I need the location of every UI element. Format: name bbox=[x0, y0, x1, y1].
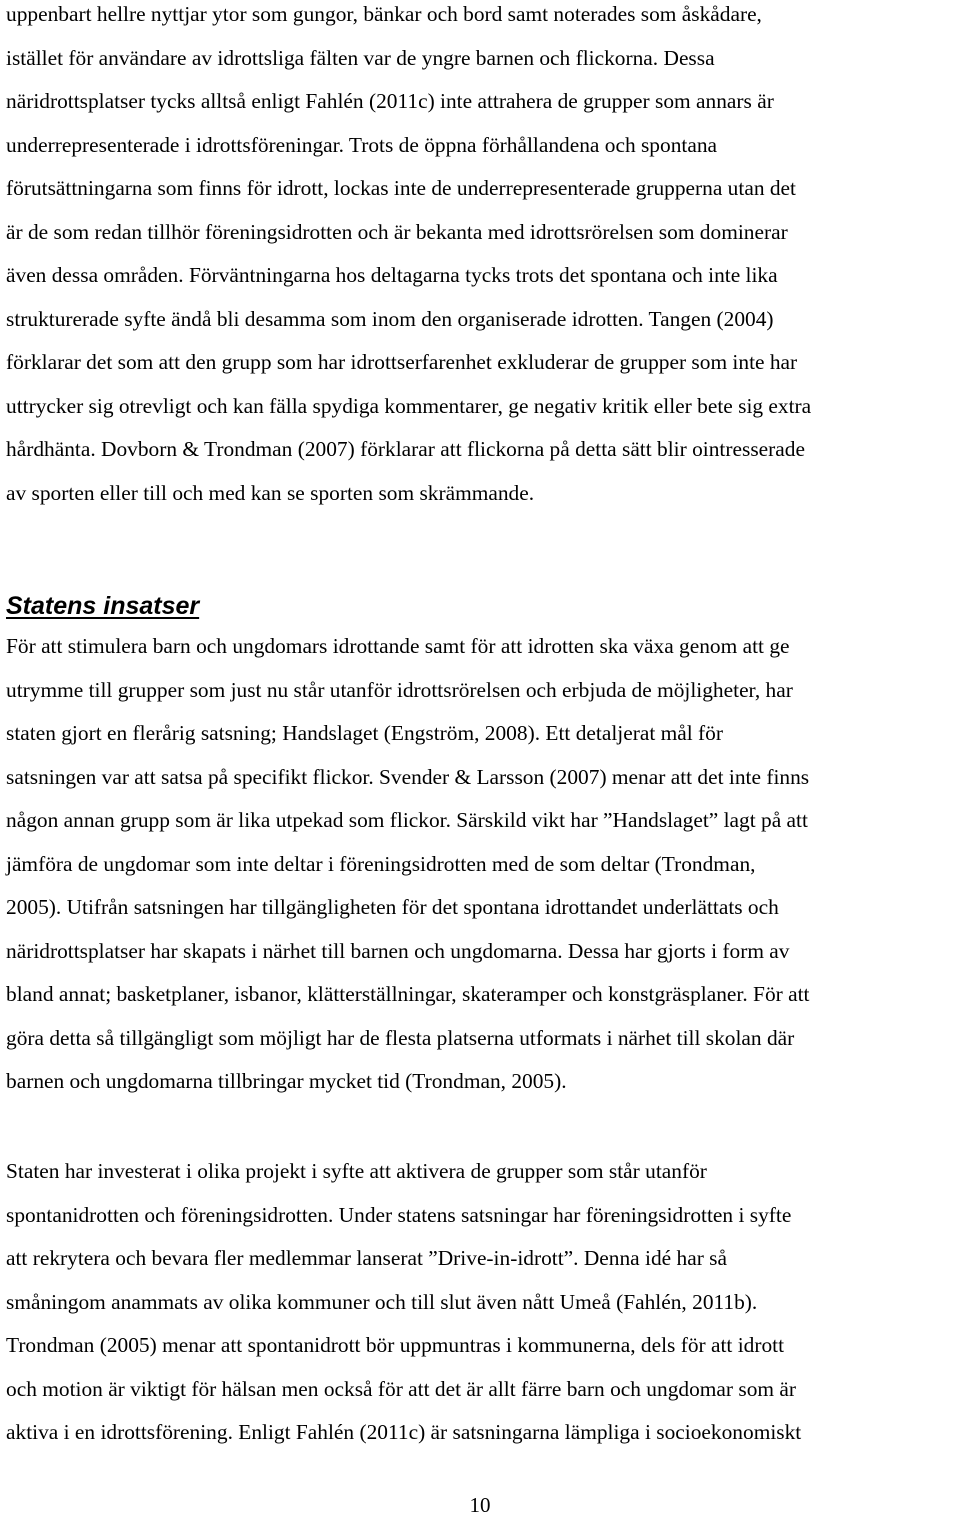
text-line: 2005). Utifrån satsningen har tillgängligheten för det spontana idrottandet underlättats och bbox=[6, 895, 779, 919]
text-line: småningom anammats av olika kommuner och till slut även nått Umeå (Fahlén, 2011b). bbox=[6, 1289, 758, 1314]
text-line: utrymme till grupper som just nu står utanför idrottsrörelsen och erbjuda de möjligheter, har bbox=[6, 677, 793, 702]
text-line: staten gjort en flerårig satsning; Handslaget (Engström, 2008). Ett detaljerat mål för bbox=[6, 721, 723, 745]
text-line: barnen och ungdomarna tillbringar mycket tid (Trondman, 2005). bbox=[6, 1069, 567, 1093]
text-line: bland annat; basketplaner, isbanor, klätterställningar, skateramper och konstgräsplaner. För att bbox=[6, 982, 810, 1006]
text-line: är de som redan tillhör föreningsidrotten och är bekanta med idrottsrörelsen som dominerar bbox=[6, 219, 788, 244]
text-line: aktiva i en idrottsförening. Enligt Fahlén (2011c) är satsningarna lämpliga i socioekonomiskt bbox=[6, 1420, 802, 1444]
text-line: förutsättningarna som finns för idrott, lockas inte de underrepresenterade grupperna utan det bbox=[6, 176, 796, 200]
text-line: underrepresenterade i idrottsföreningar. Trots de öppna förhållandena och spontana bbox=[6, 132, 718, 157]
paragraph-body-1 bbox=[6, 0, 956, 515]
text-line: någon annan grupp som är lika utpekad som flickor. Särskild vikt har ”Handslaget” lagt på att bbox=[6, 808, 808, 832]
text-line: och motion är viktigt för hälsan men också för att det är allt färre barn och ungdomar som är bbox=[6, 1376, 797, 1401]
paragraph-body-3 bbox=[6, 1150, 956, 1455]
text-line: att rekrytera och bevara fler medlemmar lanserat ”Drive-in-idrott”. Denna idé har så bbox=[6, 1246, 727, 1270]
text-line: jämföra de ungdomar som inte deltar i föreningsidrotten med de som deltar (Trondman, bbox=[6, 851, 756, 876]
page-number: 10 bbox=[469, 1493, 491, 1517]
text-line: av sporten eller till och med kan se sporten som skrämmande. bbox=[6, 480, 535, 505]
text-line: För att stimulera barn och ungdomars idrottande samt för att idrotten ska växa genom att ge bbox=[6, 634, 790, 658]
text-line: hårdhänta. Dovborn & Trondman (2007) förklarar att flickorna på detta sätt blir ointresserade bbox=[6, 437, 805, 461]
text-line: göra detta så tillgängligt som möjligt har de flesta platserna utformats i närhet till skolan där bbox=[6, 1025, 795, 1050]
text-line: näridrottsplatser har skapats i närhet till barnen och ungdomarna. Dessa har gjorts i form av bbox=[6, 938, 790, 963]
text-line: strukturerade syfte ändå bli desamma som inom den organiserade idrotten. Tangen (2004) bbox=[6, 306, 774, 331]
text-line: uttrycker sig otrevligt och kan fälla spydiga kommentarer, ge negativ kritik eller bete sig extra bbox=[6, 393, 812, 418]
text-line: Staten har investerat i olika projekt i syfte att aktivera de grupper som står utanför bbox=[6, 1159, 707, 1183]
text-line: Trondman (2005) menar att spontanidrott bör uppmuntras i kommunerna, dels för att idrott bbox=[6, 1333, 785, 1357]
text-line: förklarar det som att den grupp som har idrottserfarenhet exkluderar de grupper som inte har bbox=[6, 350, 798, 374]
text-line: spontanidrotten och föreningsidrotten. Under statens satsningar har föreningsidrotten i syfte bbox=[6, 1202, 792, 1227]
paragraph-body-2 bbox=[6, 625, 956, 1104]
text-line: istället för användare av idrottsliga fälten var de yngre barnen och flickorna. Dessa bbox=[6, 45, 715, 70]
section-heading: Statens insatser bbox=[6, 592, 200, 620]
text-line: uppenbart hellre nyttjar ytor som gungor, bänkar och bord samt noterades som åskådare, bbox=[6, 2, 762, 26]
text-line: även dessa områden. Förväntningarna hos deltagarna tycks trots det spontana och inte lika bbox=[6, 263, 778, 287]
text-line: näridrottsplatser tycks alltså enligt Fahlén (2011c) inte attrahera de grupper som annars är bbox=[6, 89, 774, 113]
text-line: satsningen var att satsa på specifikt flickor. Svender & Larsson (2007) menar att det inte finns bbox=[6, 764, 810, 789]
